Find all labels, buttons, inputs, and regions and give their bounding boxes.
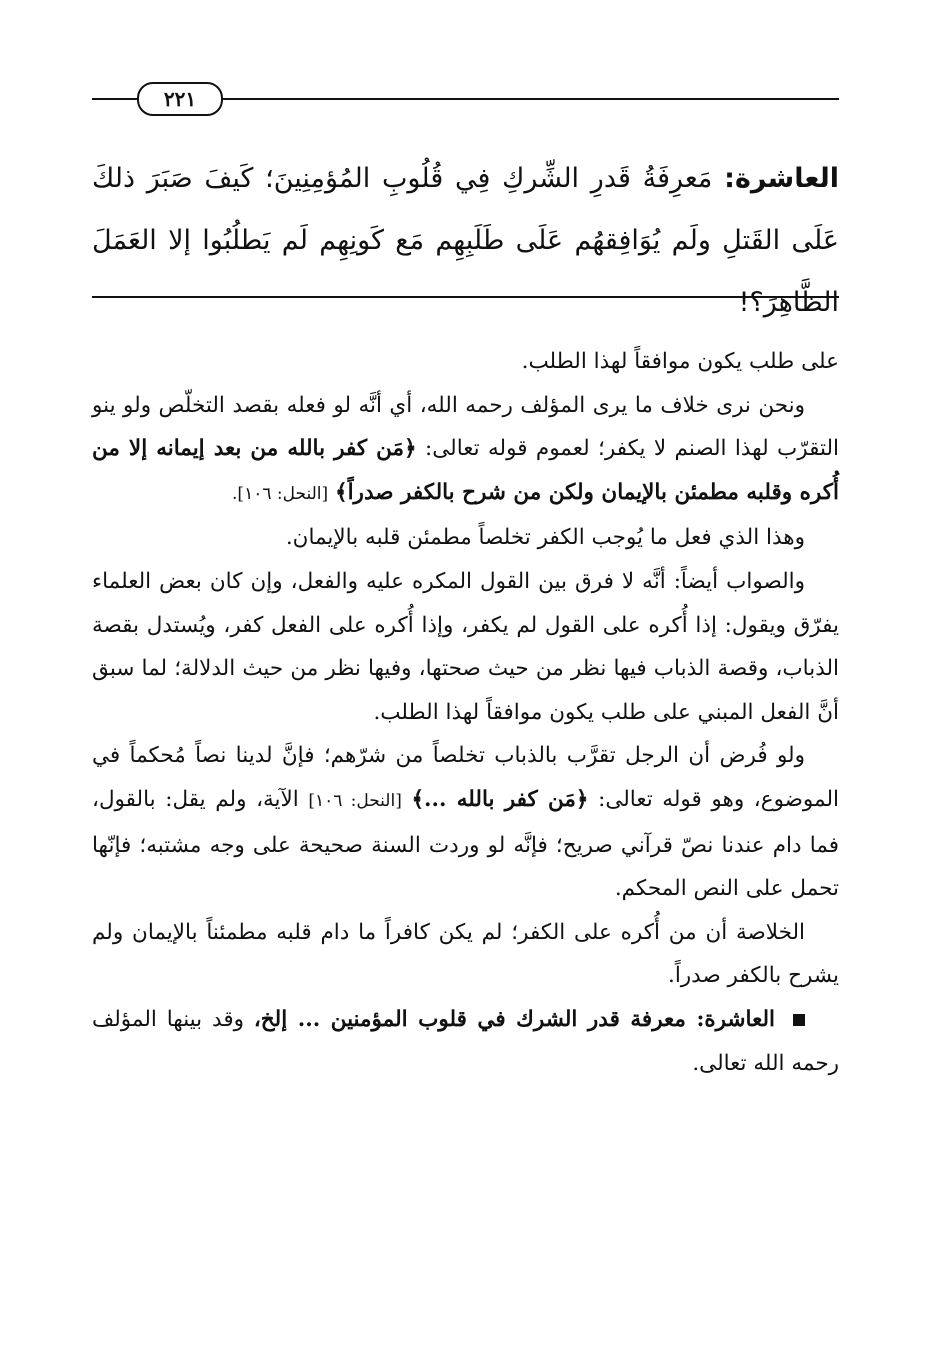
matn-lead: العاشرة: — [724, 163, 839, 194]
paragraph-4-text: والصواب أيضاً: أنَّه لا فرق بين القول المكره عليه والفعل، وإن كان بعض العلماء يفرّق ويقول: إذا أُكره على القول لم يكفر، وإذا أُكره على الفعل كفر، ويُستدل بقصة الذباب، وقصة الذباب فيها نظر من حيث صحتها، وفيها نظر من حيث الدلالة؛ لما سبق أنَّ الفعل المبني على طلب يكون موافقاً لهذا الطلب. — [92, 568, 839, 725]
square-bullet-icon — [793, 1014, 805, 1026]
matn-text — [92, 148, 839, 334]
quran-citation-2: [النحل: ١٠٦] — [308, 790, 402, 811]
paragraph-7 — [92, 998, 839, 1085]
paragraph-2-text: ونحن نرى خلاف ما يرى المؤلف رحمه الله، أي أنَّه لو فعله بقصد التخلّص ولو ينو التقرّب لهذا الصنم لا يكفر؛ لعموم قوله تعالى: — [92, 392, 840, 462]
matn-body: مَعرِفَةُ قَدرِ الشِّركِ فِي قُلُوبِ المُؤمِنِينَ؛ كَيفَ صَبَرَ ذلكَ عَلَى القَتلِ ولَم يُوَافِقهُم عَلَى طَلَبِهِم مَع كَونِهِم لَم يَطلُبُوا إلا العَمَلَ الظَّاهِرَ؟! — [92, 163, 839, 318]
paragraph-5-text-a: ولو فُرض أن الرجل تقرَّب بالذباب تخلصاً من شرّهم؛ فإنَّ لدينا نصاً مُحكماً في الموضوع، وهو قوله تعالى: — [92, 743, 839, 812]
paragraph-3 — [92, 516, 839, 560]
paragraph-1-text: على طلب يكون موافقاً لهذا الطلب. — [521, 349, 839, 374]
paragraph-4 — [92, 560, 839, 734]
paragraph-3-text: وهذا الذي فعل ما يُوجب الكفر تخلصاً مطمئن قلبه بالإيمان. — [285, 525, 805, 551]
section-heading: العاشرة: معرفة قدر الشرك في قلوب المؤمنين ... إلخ، — [253, 1006, 775, 1032]
paragraph-6 — [92, 911, 839, 998]
page-header — [92, 80, 839, 120]
quran-quote-short: ﴿مَن كفر بالله ...﴾ — [411, 786, 589, 812]
paragraph-5 — [92, 734, 839, 910]
paragraph-6-text: الخلاصة أن من أُكره على الكفر؛ لم يكن كافراً ما دام قلبه مطمئناً بالإيمان ولم يشرح بالكفر صدراً. — [92, 919, 839, 989]
page-number: ٢٢١ — [137, 82, 223, 116]
paragraph-7-text: وقد بينها المؤلف رحمه الله تعالى. — [92, 1006, 839, 1076]
paragraph-5-text-b: الآية، ولم يقل: بالقول، فما دام عندنا نصّ قرآني صريح؛ فإنَّه لو وردت السنة صحيحة على وجه مشتبه؛ فإنّها تحمل على النص المحكم. — [92, 786, 839, 902]
commentary — [92, 340, 839, 1085]
paragraph-2 — [92, 384, 839, 517]
quran-quote: ﴿مَن كفر بالله من بعد إيمانه إلا من أُكره وقلبه مطمئن بالإيمان ولكن من شرح بالكفر صدراً﴾ — [92, 436, 839, 505]
quran-citation: [النحل: ١٠٦]. — [232, 483, 329, 504]
matn-separator — [92, 296, 839, 298]
paragraph-1 — [92, 340, 839, 384]
